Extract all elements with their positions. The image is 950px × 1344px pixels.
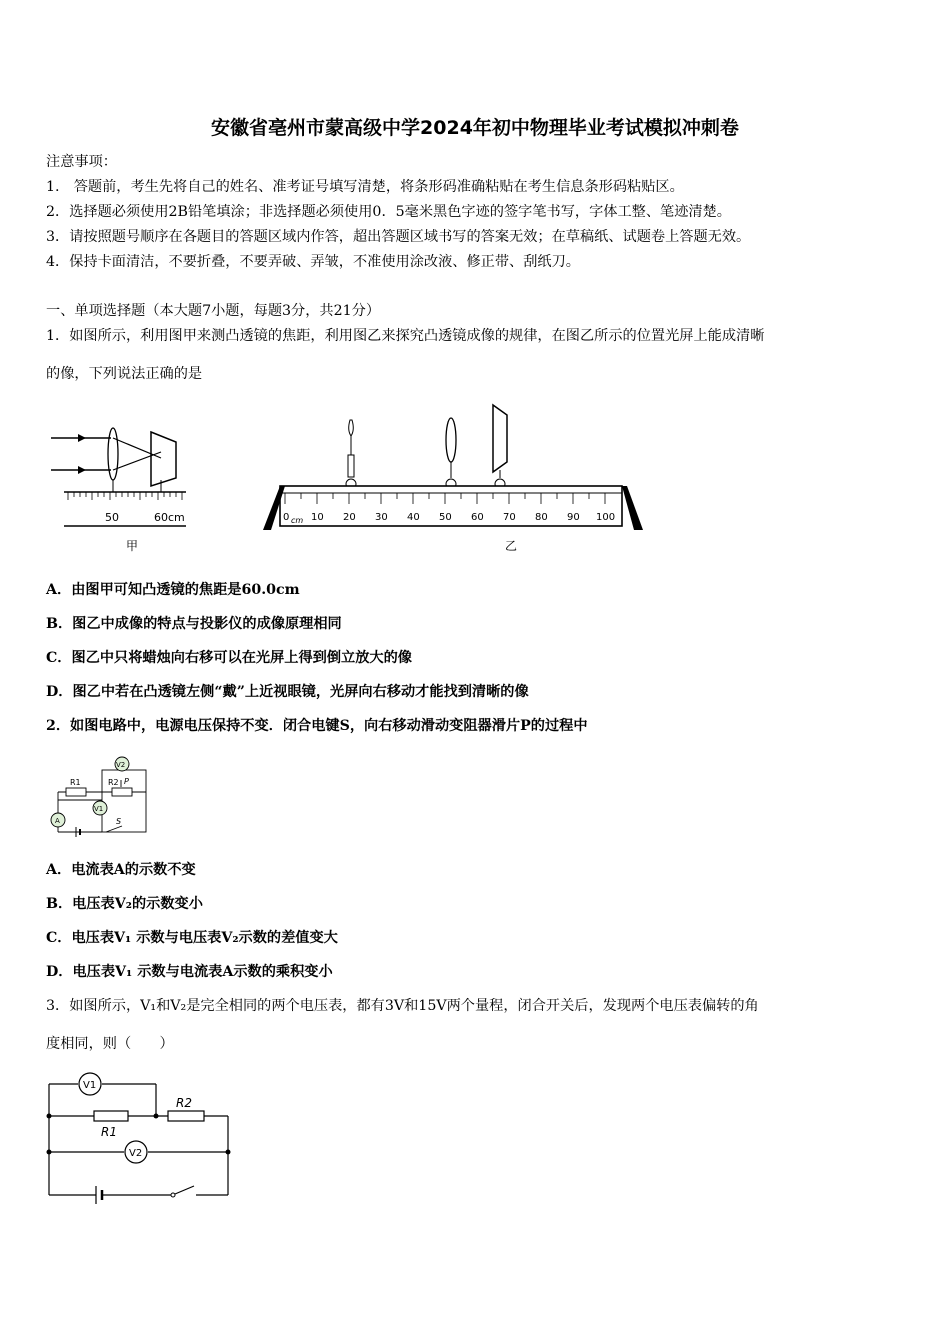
tick-label: 80 <box>535 512 548 523</box>
notice-item: 1. 答题前，考生先将自己的姓名、准考证号填写清楚，将条形码准确粘贴在考生信息条形码粘贴区。 <box>46 179 684 195</box>
q2-circuit <box>46 752 156 837</box>
tick-label: 0 <box>283 512 290 523</box>
q3-stem: 3．如图所示，V₁和V₂是完全相同的两个电压表，都有3V和15V两个量程，闭合开关后，发现两个电压表偏转的角 <box>46 998 759 1014</box>
v1-label: V1 <box>94 805 104 813</box>
q1-figure-a <box>46 420 196 560</box>
tick-unit: cm <box>291 516 304 525</box>
v2-label: V2 <box>129 1148 143 1159</box>
p-label: P <box>124 777 129 786</box>
q1-option-c: C．图乙中只将蜡烛向右移可以在光屏上得到倒立放大的像 <box>46 650 412 666</box>
tick-label: 90 <box>567 512 580 523</box>
tick-label: 10 <box>311 512 324 523</box>
q2-stem: 2．如图电路中，电源电压保持不变．闭合电键S，向右移动滑动变阻器滑片P的过程中 <box>46 718 588 734</box>
notice-heading: 注意事项： <box>46 154 117 170</box>
r1-label: R1 <box>101 1125 117 1139</box>
tick-label: 60 <box>471 512 484 523</box>
notice-item: 4．保持卡面清洁，不要折叠，不要弄破、弄皱，不准使用涂改液、修正带、刮纸刀。 <box>46 254 580 270</box>
q1-option-d: D．图乙中若在凸透镜左侧“戴”上近视眼镜，光屏向右移动才能找到清晰的像 <box>46 684 529 700</box>
q3-stem: 度相同，则（ ） <box>46 1036 174 1052</box>
q1-stem: 1．如图所示，利用图甲来测凸透镜的焦距，利用图乙来探究凸透镜成像的规律，在图乙所示的位置光屏上能成清晰 <box>46 328 765 344</box>
q1-stem: 的像，下列说法正确的是 <box>46 366 203 382</box>
v1-label: V1 <box>83 1080 97 1091</box>
figure-label: 甲 <box>126 539 139 553</box>
page-title: 安徽省亳州市蒙高级中学2024年初中物理毕业考试模拟冲刺卷 <box>211 117 739 139</box>
tick-label: 50 <box>439 512 452 523</box>
figure-label: 乙 <box>505 539 518 553</box>
section-heading: 一、单项选择题（本大题7小题，每题3分，共21分） <box>46 303 381 319</box>
tick-label: 50 <box>105 511 119 524</box>
v2-label: V2 <box>116 761 126 769</box>
tick-label: 70 <box>503 512 516 523</box>
tick-label: 20 <box>343 512 356 523</box>
q1-option-a: A．由图甲可知凸透镜的焦距是60.0cm <box>46 582 300 598</box>
q2-option-a: A．电流表A的示数不变 <box>46 862 196 878</box>
tick-label: 40 <box>407 512 420 523</box>
s-label: S <box>116 817 122 826</box>
notice-item: 3．请按照题号顺序在各题目的答题区域内作答，超出答题区域书写的答案无效；在草稿纸、试题卷上答题无效。 <box>46 229 751 245</box>
q2-option-d: D．电压表V₁ 示数与电流表A示数的乘积变小 <box>46 964 333 980</box>
q1-option-b: B．图乙中成像的特点与投影仪的成像原理相同 <box>46 616 342 632</box>
q3-circuit <box>46 1070 236 1210</box>
q1-figure-b <box>255 400 655 560</box>
a-label: A <box>55 817 60 825</box>
r1-label: R1 <box>70 778 81 787</box>
tick-label: 60cm <box>154 511 185 524</box>
notice-item: 2．选择题必须使用2B铅笔填涂；非选择题必须使用0．5毫米黑色字迹的签字笔书写，字体工整、笔迹清楚。 <box>46 204 731 220</box>
tick-label: 100 <box>596 512 616 523</box>
q2-option-b: B．电压表V₂的示数变小 <box>46 896 203 912</box>
r2-label: R2 <box>176 1096 192 1110</box>
q2-option-c: C．电压表V₁ 示数与电压表V₂示数的差值变大 <box>46 930 338 946</box>
r2-label: R2 <box>108 778 119 787</box>
tick-label: 30 <box>375 512 388 523</box>
